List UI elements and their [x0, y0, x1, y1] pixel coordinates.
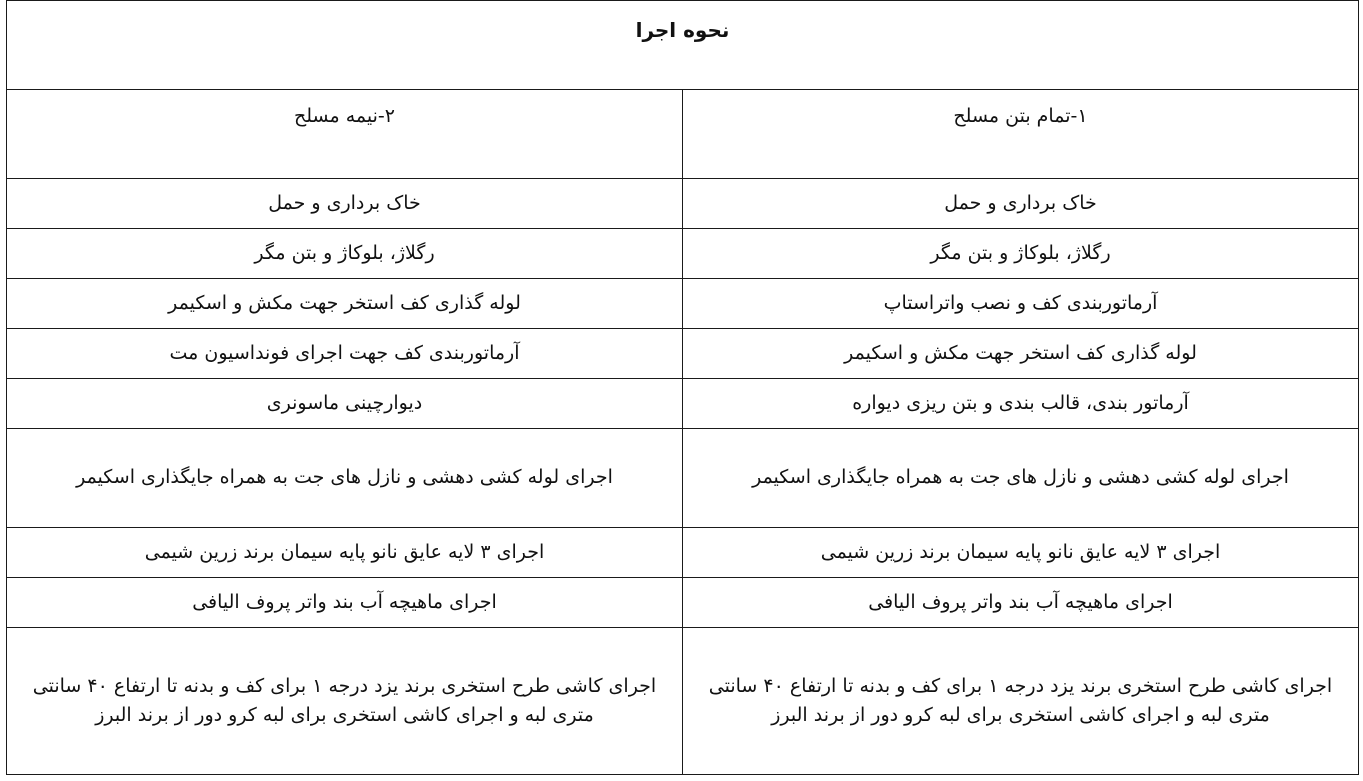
- table-row: [7, 179, 1359, 229]
- column-header-semi-reinforced: ۲-نیمه مسلح: [7, 90, 683, 179]
- table-cell: رگلاژ، بلوکاژ و بتن مگر: [7, 229, 683, 279]
- table-cell: اجرای لوله کشی دهشی و نازل های جت به همراه جایگذاری اسکیمر: [683, 429, 1359, 528]
- table-cell: اجرای کاشی طرح استخری برند یزد درجه ۱ برای کف و بدنه تا ارتفاع ۴۰ سانتی متری لبه و اجرای کاشی استخری برای لبه کرو دور از برند البرز: [7, 628, 683, 775]
- table-row: [7, 279, 1359, 329]
- table-row: [7, 528, 1359, 578]
- table-cell: اجرای کاشی طرح استخری برند یزد درجه ۱ برای کف و بدنه تا ارتفاع ۴۰ سانتی متری لبه و اجرای کاشی استخری برای لبه کرو دور از برند البرز: [683, 628, 1359, 775]
- table-row: [7, 628, 1359, 775]
- table-cell: لوله گذاری کف استخر جهت مکش و اسکیمر: [7, 279, 683, 329]
- table-cell: دیوارچینی ماسونری: [7, 379, 683, 429]
- table-cell: آرماتوربندی کف جهت اجرای فونداسیون مت: [7, 329, 683, 379]
- table-title-row: [7, 1, 1359, 90]
- table-cell: اجرای ۳ لایه عایق نانو پایه سیمان برند زرین شیمی: [7, 528, 683, 578]
- table-header-row: [7, 90, 1359, 179]
- execution-method-table: [6, 0, 1359, 775]
- table-cell: اجرای ماهیچه آب بند واتر پروف الیافی: [7, 578, 683, 628]
- table-cell: اجرای ۳ لایه عایق نانو پایه سیمان برند زرین شیمی: [683, 528, 1359, 578]
- table-cell: خاک برداری و حمل: [7, 179, 683, 229]
- table-title: نحوه اجرا: [7, 1, 1359, 90]
- table-row: [7, 229, 1359, 279]
- table-cell: لوله گذاری کف استخر جهت مکش و اسکیمر: [683, 329, 1359, 379]
- table-row: [7, 379, 1359, 429]
- column-header-full-reinforced: ۱-تمام بتن مسلح: [683, 90, 1359, 179]
- table-cell: آرماتوربندی کف و نصب واتراستاپ: [683, 279, 1359, 329]
- table-row: [7, 429, 1359, 528]
- table-cell: اجرای لوله کشی دهشی و نازل های جت به همراه جایگذاری اسکیمر: [7, 429, 683, 528]
- table-cell: اجرای ماهیچه آب بند واتر پروف الیافی: [683, 578, 1359, 628]
- table-row: [7, 329, 1359, 379]
- table-cell: خاک برداری و حمل: [683, 179, 1359, 229]
- table-cell: رگلاژ، بلوکاژ و بتن مگر: [683, 229, 1359, 279]
- table-cell: آرماتور بندی، قالب بندی و بتن ریزی دیواره: [683, 379, 1359, 429]
- execution-method-table-container: [6, 0, 1358, 775]
- table-row: [7, 578, 1359, 628]
